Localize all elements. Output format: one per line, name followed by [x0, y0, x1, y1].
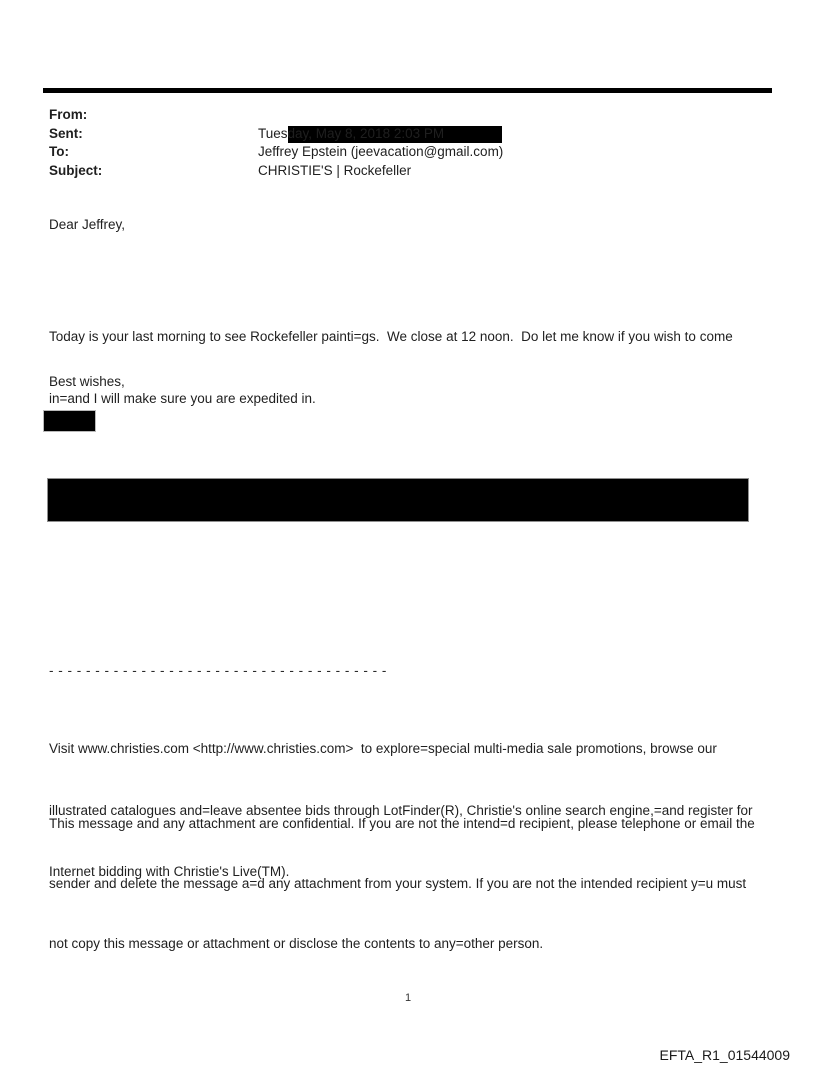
- header-row-from: [49, 106, 609, 125]
- signature-redaction-box: [43, 410, 96, 432]
- confidentiality-paragraph-line: This message and any attachment are confidential. If you are not the intend=d recipient, please telephone or email the: [49, 816, 755, 831]
- subject-value: CHRISTIE'S | Rockefeller: [258, 162, 412, 178]
- header-top-rule: [43, 88, 772, 93]
- confidentiality-paragraph-line: sender and delete the message a=d any attachment from your system. If you are not the intended recipient y=u must: [49, 876, 747, 891]
- header-row-to: [49, 143, 609, 162]
- to-label: To:: [49, 144, 69, 159]
- header-row-subject: [49, 162, 609, 181]
- to-value: Jeffrey Epstein (jeevacation@gmail.com): [258, 144, 504, 159]
- body-paragraph-line: in=and I will make sure you are expedited in.: [49, 390, 316, 406]
- confidentiality-paragraph-line: not copy this message or attachment or disclose the contents to any=other person.: [49, 936, 544, 951]
- email-header: [49, 106, 609, 180]
- sent-label: Sent:: [49, 125, 83, 141]
- sent-value: Tuesday, May 8, 2018 2:03 PM: [258, 125, 445, 141]
- promo-paragraph-line: Internet bidding with Christie's Live(TM).: [49, 864, 290, 879]
- header-row-sent: [49, 125, 609, 144]
- closing-text: Best wishes,: [49, 374, 125, 389]
- from-label: From:: [49, 107, 88, 122]
- content-redaction-box: [47, 478, 749, 522]
- body-paragraph-line: Today is your last morning to see Rockefeller painti=gs. We close at 12 noon. Do let me know if you wish to come: [49, 329, 733, 344]
- greeting-text: Dear Jeffrey,: [49, 217, 126, 232]
- subject-label: Subject:: [49, 162, 103, 178]
- page-number: 1: [404, 992, 412, 1004]
- bates-number: EFTA_R1_01544009: [659, 1047, 790, 1063]
- dashed-divider: - - - - - - - - - - - - - - - - - - - - - - - - - - - - - - - - - - - - -: [49, 663, 387, 678]
- body-paragraph: [49, 286, 769, 450]
- confidentiality-paragraph: [49, 774, 769, 994]
- promo-paragraph-line: illustrated catalogues and=leave absentee bids through LotFinder(R), Christie's online search engine,=and register for: [49, 802, 753, 818]
- from-value: [258, 106, 609, 125]
- promo-paragraph-line: Visit www.christies.com <http://www.christies.com> to explore=special multi-media sale promotions, browse our: [49, 741, 717, 756]
